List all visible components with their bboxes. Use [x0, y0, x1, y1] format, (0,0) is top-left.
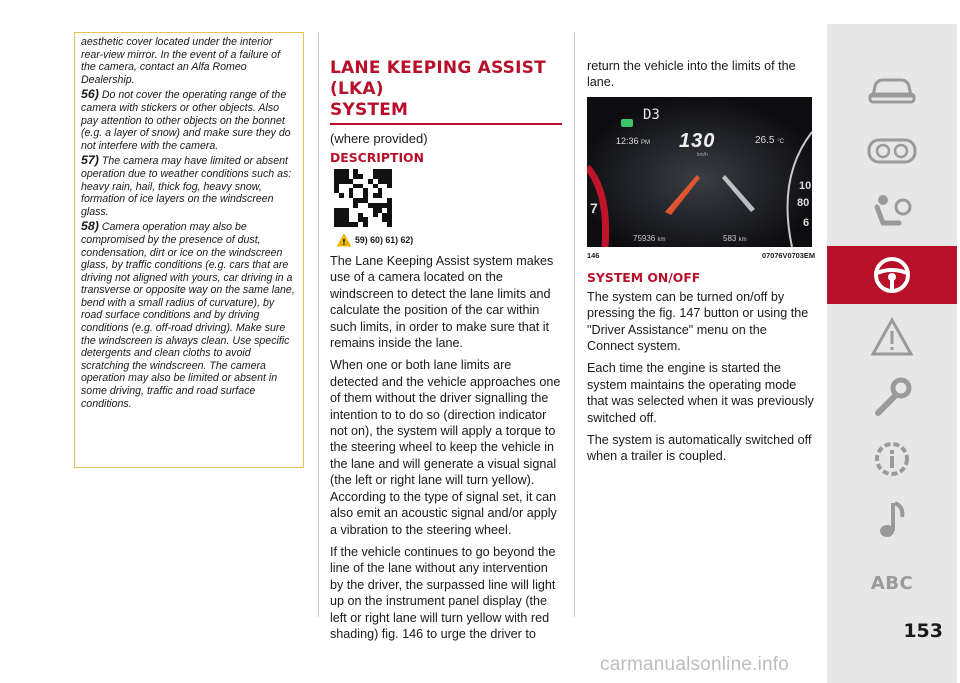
notes-box — [74, 32, 304, 468]
airbag-seat-icon — [869, 193, 915, 233]
abc-index-label: ABC — [870, 572, 914, 594]
odometer: 75936 km — [633, 233, 666, 243]
gear-indicator: D3 — [643, 106, 660, 123]
technical-data-icon — [870, 437, 914, 481]
column-divider — [574, 32, 575, 617]
steering-wheel-icon — [872, 255, 912, 295]
sidebar-item-driving[interactable] — [827, 246, 957, 304]
paragraph: When one or both lane limits are detected and the vehicle approaches one of them without the driver signalling the intention to to do so (direction indicator not on), the system will apply a torque to the steering wheel to keep the vehicle in the lane and will generate a visual signal (the left or right lane will turn yellow). According to the type of signal set, it can also emit an acoustic signal and/or apply a vibration to the steering wheel. — [330, 358, 561, 537]
paragraph: If the vehicle continues to go beyond the line of the lane without any intervention by the driver, the surpassed line will light up on the instrument panel display (the left or right lane will turn yellow with red shading) fig. 146 to urge the driver to — [330, 544, 556, 641]
warning-refs: ! 59) 60) 61) 62) — [336, 233, 562, 247]
gauge-number: 80 — [797, 196, 810, 209]
sidebar-item-technical[interactable] — [827, 430, 957, 488]
page-number: 153 — [903, 620, 943, 642]
lka-indicator-icon — [621, 119, 633, 127]
clock: 12:36 PM — [616, 135, 651, 146]
dashboard-gauges-icon — [867, 136, 917, 166]
music-note-icon — [874, 497, 910, 541]
note-item: 58) Camera operation may also be compromised by the presence of dust, condensation, dirt or ice on the windscreen glass, by traffic conditions (e.g. cars that are driving not aligned with yours, car driving in a transverse or opposite way on the same lane, bend with a small radius of curvature), by road surface conditions and by driving conditions (e.g. off-road driving). Make sure the windscreen is always clean. Use specific detergents and clean cloths to avoid scratching the windscreen. The camera operation may also be limited or absent in some driving, traffic and road surface conditions. — [81, 219, 295, 410]
paragraph: The system is automatically switched off when a trailer is coupled. — [587, 433, 812, 464]
paragraph: The system can be turned on/off by pressing the fig. 147 button or using the "Driver Assistance" menu on the Connect system. — [587, 289, 809, 354]
note-item: 56) Do not cover the operating range of the camera with stickers or other objects. Also pay attention to other objects on the bonnet (e.g. a layer of snow) and make sure they do not interfere with the camera. — [81, 87, 291, 152]
sidebar-item-maintenance[interactable] — [827, 368, 957, 426]
warning-triangle-icon — [336, 233, 352, 247]
car-icon — [867, 74, 917, 108]
sidebar-item-emergency[interactable] — [827, 308, 957, 366]
sidebar-item-index[interactable] — [827, 554, 957, 612]
figure-caption — [587, 251, 815, 260]
watermark: carmanualsonline.info — [600, 654, 790, 675]
gauge-number: 7 — [590, 199, 598, 216]
middle-column — [330, 58, 562, 648]
note-intro: aesthetic cover located under the interior rear-view mirror. In the event of a failure of the camera, contact an Alfa Romeo Dealership. — [81, 36, 281, 86]
note-item: 57) The camera may have limited or absent operation due to weather conditions such as: heavy rain, hail, thick fog, heavy snow, formation of ice layers on the windscreen glass. — [81, 153, 292, 218]
warning-triangle-icon — [870, 317, 914, 357]
svg-text:!: ! — [342, 238, 346, 247]
speed-unit: km/h — [697, 151, 708, 158]
speed-readout: 130 — [679, 129, 716, 152]
subsection-heading: DESCRIPTION — [330, 150, 424, 165]
paragraph: The Lane Keeping Assist system makes use of a camera located on the windscreen to detect the lane limits and calculate the position of the car within such limits, in order to make sure that it remains inside the lane. — [330, 254, 554, 351]
instrument-cluster-figure — [587, 97, 812, 247]
outside-temperature: 26.5 °C — [755, 134, 784, 146]
subtitle: (where provided) — [330, 131, 428, 146]
qr-code — [334, 169, 392, 227]
paragraph: Each time the engine is started the system maintains the operating mode that was selected when it was previously switched off. — [587, 361, 814, 425]
sidebar-item-vehicle[interactable] — [827, 62, 957, 120]
paragraph-continuation: return the vehicle into the limits of the lane. — [587, 59, 796, 90]
sidebar-item-multimedia[interactable] — [827, 490, 957, 548]
section-title: LANE KEEPING ASSIST (LKA) — [330, 58, 546, 99]
chapter-sidebar — [827, 24, 957, 683]
title-rule — [330, 123, 562, 125]
sidebar-item-instruments[interactable] — [827, 122, 957, 180]
column-divider — [318, 32, 319, 617]
fuel-range: 583 km — [723, 233, 747, 243]
sidebar-item-safety[interactable] — [827, 184, 957, 242]
gauge-number: 6 — [803, 216, 810, 229]
gauge-number: 10 — [799, 179, 812, 192]
subsection-heading: SYSTEM ON/OFF — [587, 269, 701, 285]
section-title-line2: SYSTEM — [330, 100, 409, 120]
right-column — [587, 58, 815, 471]
figure-code: 07076V0703EM — [761, 250, 815, 260]
figure-number: 146 — [587, 250, 600, 260]
wrench-icon — [870, 375, 914, 419]
